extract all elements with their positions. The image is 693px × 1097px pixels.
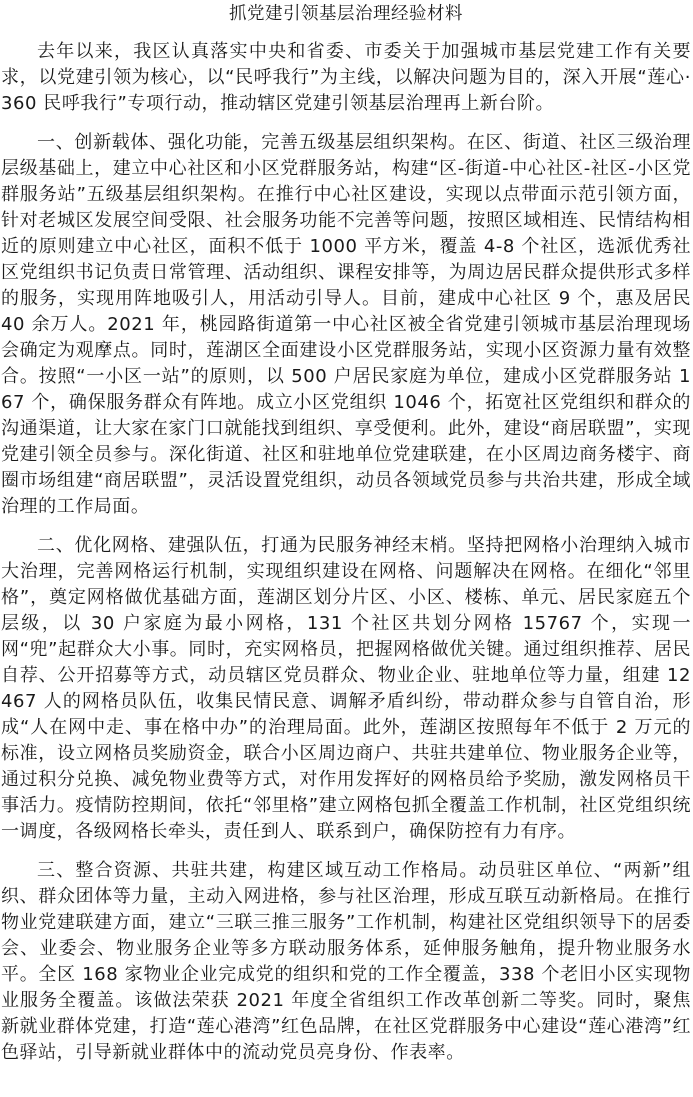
paragraph-section-3: 三、整合资源、共驻共建，构建区域互动工作格局。动员驻区单位、“两新”组织、群众团体等力量，主动入网进格，参与社区治理，形成互联互动新格局。在推行物业党建联建方面，建立“三联三推三服务”工作机制，构建社区党组织领导下的居委会、业委会、物业服务企业等多方联动服务体系，延伸服务触角，提升物业服务水平。全区 168 家物业企业完成党的组织和党的工作全覆盖，338 个老旧小区实现物业服务全覆盖。该做法荣获 2021 年度全省组织工作改革创新二等奖。同时，聚焦新就业群体党建，打造“莲心港湾”红色品牌，在社区党群服务中心建设“莲心港湾”红色驿站，引导新就业群体中的流动党员亮身份、作表率。 <box>1 860 691 1063</box>
paragraph-intro: 去年以来，我区认真落实中央和省委、市委关于加强城市基层党建工作有关要求，以党建引领为核心，以“民呼我行”为主线，以解决问题为目的，深入开展“莲心·360 民呼我行”专项行动，推动辖区党建引领基层治理再上新台阶。 <box>1 41 691 114</box>
paragraph-section-2: 二、优化网格、建强队伍，打通为民服务神经末梢。坚持把网格小治理纳入城市大治理，完善网格运行机制，实现组织建设在网格、问题解决在网格。在细化“邻里格”，奠定网格做优基础方面，莲湖区划分片区、小区、楼栋、单元、居民家庭五个层级，以 30 户家庭为最小网格，131 个社区共划分网格 15767 个，实现一网“兜”起群众大小事。同时，充实网格员，把握网格做优关键。通过组织推荐、居民自荐、公开招募等方式，动员辖区党员群众、物业企业、驻地单位等力量，组建 12467 人的网格员队伍，收集民情民意、调解矛盾纠纷，带动群众参与自管自治，形成“人在网中走、事在格中办”的治理局面。此外，莲湖区按照每年不低于 2 万元的标准，设立网格员奖励资金，联合小区周边商户、共驻共建单位、物业服务企业等，通过积分兑换、减免物业费等方式，对作用发挥好的网格员给予奖励，激发网格员干事活力。疫情防控期间，依托“邻里格”建立网格包抓全覆盖工作机制，社区党组织统一调度，各级网格长牵头，责任到人、联系到户，确保防控有力有序。 <box>1 535 691 842</box>
paragraph-section-1: 一、创新载体、强化功能，完善五级基层组织架构。在区、街道、社区三级治理层级基础上，建立中心社区和小区党群服务站，构建“区-街道-中心社区-社区-小区党群服务站”五级基层组织架构。在推行中心社区建设，实现以点带面示范引领方面，针对老城区发展空间受限、社会服务功能不完善等问题，按照区域相连、民情结构相近的原则建立中心社区，面积不低于 1000 平方米，覆盖 4-8 个社区，选派优秀社区党组织书记负责日常管理、活动组织、课程安排等，为周边居民群众提供形式多样的服务，实现用阵地吸引人，用活动引导人。目前，建成中心社区 9 个，惠及居民 40 余万人。2021 年，桃园路街道第一中心社区被全省党建引领城市基层治理现场会确定为观摩点。同时，莲湖区全面建设小区党群服务站，实现小区资源力量有效整合。按照“一小区一站”的原则，以 500 户居民家庭为单位，建成小区党群服务站 167 个，确保服务群众有阵地。成立小区党组织 1046 个，拓宽社区党组织和群众的沟通渠道，让大家在家门口就能找到组织、享受便利。此外，建设“商居联盟”，实现党建引领全员参与。深化街道、社区和驻地单位党建联建，在小区周边商务楼宇、商圈市场组建“商居联盟”，灵活设置党组织，动员各领域党员参与共治共建，形成全域治理的工作局面。 <box>1 132 691 517</box>
document-title: 抓党建引领基层治理经验材料 <box>229 4 463 24</box>
